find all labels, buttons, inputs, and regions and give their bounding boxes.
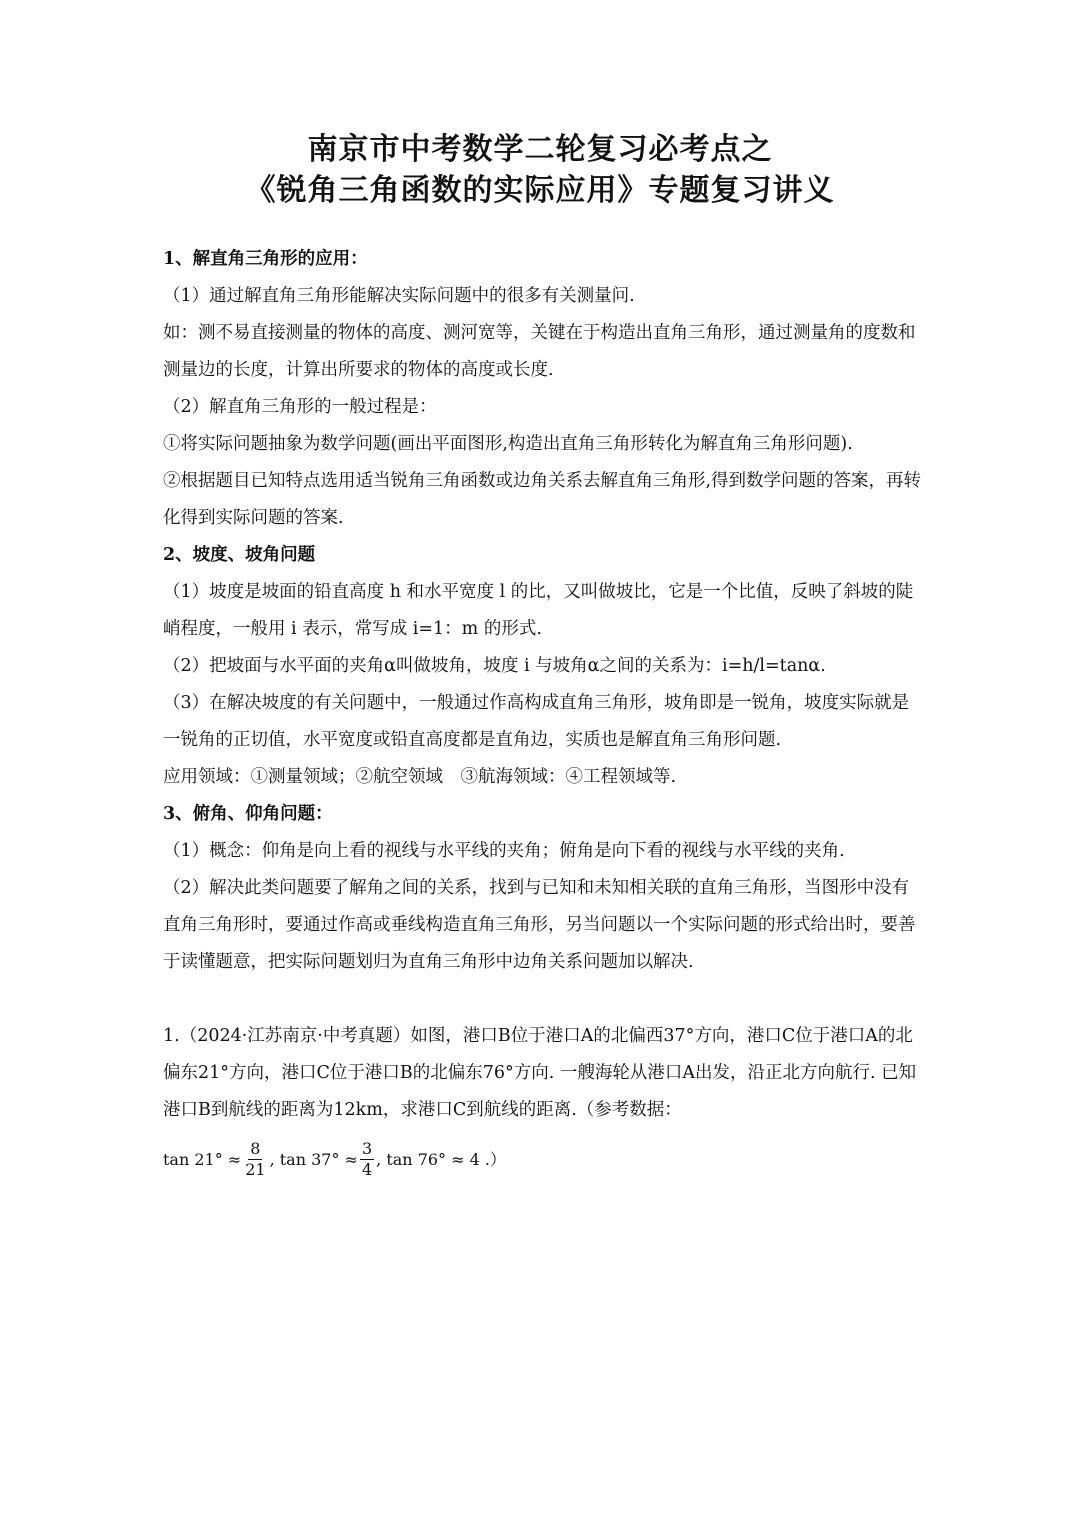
- question1-text: 1.（2024·江苏南京·中考真题）如图，港口B位于港口A的北偏西37°方向，港口C位于港口A的北偏东21°方向，港口C位于港口B的北偏东76°方向. 一艘海轮从港口A出发，沿正北方向航行. 已知港口B到航线的距离为12km，求港口C到航线的距离.（参考数据：: [163, 1026, 917, 1120]
- fraction-3-over-4: [360, 1139, 374, 1180]
- section2-heading: 2、坡度、坡角问题: [163, 545, 316, 565]
- document-body: [163, 241, 923, 1187]
- section3-paragraph2: （2）解决此类问题要了解角之间的关系，找到与已知和未知相关联的直角三角形，当图形中没有直角三角形时，要通过作高或垂线构造直角三角形，另当问题以一个实际问题的形式给出时，要善于读懂题意，把实际问题划归为直角三角形中边角关系问题加以解决.: [163, 878, 916, 972]
- section1-paragraph4: ①将实际问题抽象为数学问题(画出平面图形,构造出直角三角形转化为解直角三角形问题).: [163, 434, 853, 454]
- section1-paragraph2: 如：测不易直接测量的物体的高度、测河宽等，关键在于构造出直角三角形，通过测量角的度数和测量边的长度，计算出所要求的物体的高度或长度.: [163, 323, 916, 380]
- section1-paragraph1: （1）通过解直角三角形能解决实际问题中的很多有关测量问.: [163, 286, 635, 306]
- section3-heading: 3、俯角、仰角问题：: [163, 804, 333, 824]
- formula-part1: tan 21° ≈: [163, 1149, 242, 1169]
- reference-data-formula: [163, 1131, 923, 1187]
- section2-paragraph2: （2）把坡面与水平面的夹角α叫做坡角，坡度 i 与坡角α之间的关系为：i=h/l=tanα.: [163, 656, 826, 676]
- fraction1-numerator: 8: [250, 1138, 261, 1158]
- document-title-line1: 南京市中考数学二轮复习必考点之: [307, 132, 773, 167]
- section-spacer: [163, 981, 923, 1018]
- section1-paragraph5: ②根据题目已知特点选用适当锐角三角函数或边角关系去解直角三角形,得到数学问题的答案，再转化得到实际问题的答案.: [163, 471, 922, 528]
- document-title-line2: 《锐角三角函数的实际应用》专题复习讲义: [245, 173, 835, 208]
- fraction-8-over-21: [243, 1139, 267, 1180]
- section1-paragraph3: （2）解直角三角形的一般过程是：: [163, 397, 437, 417]
- section2-paragraph1: （1）坡度是坡面的铅直高度 h 和水平宽度 l 的比，又叫做坡比，它是一个比值，反映了斜坡的陡峭程度，一般用 i 表示，常写成 i=1：m 的形式.: [163, 582, 914, 639]
- fraction2-numerator: 3: [361, 1138, 373, 1158]
- section3-paragraph1: （1）概念：仰角是向上看的视线与水平线的夹角；俯角是向下看的视线与水平线的夹角.: [163, 841, 845, 861]
- formula-part3: , tan 76° ≈ 4 .）: [376, 1149, 506, 1169]
- section2-paragraph4: 应用领域：①测量领域；②航空领域 ③航海领域：④工程领域等.: [163, 767, 677, 787]
- fraction2-denominator: 4: [361, 1159, 373, 1179]
- formula-part2: , tan 37° ≈: [269, 1149, 358, 1169]
- fraction1-denominator: 21: [245, 1159, 266, 1179]
- section1-heading: 1、解直角三角形的应用：: [163, 249, 368, 269]
- section2-paragraph3: （3）在解决坡度的有关问题中，一般通过作高构成直角三角形，坡角即是一锐角，坡度实际就是一锐角的正切值，水平宽度或铅直高度都是直角边，实质也是解直角三角形问题.: [163, 693, 910, 750]
